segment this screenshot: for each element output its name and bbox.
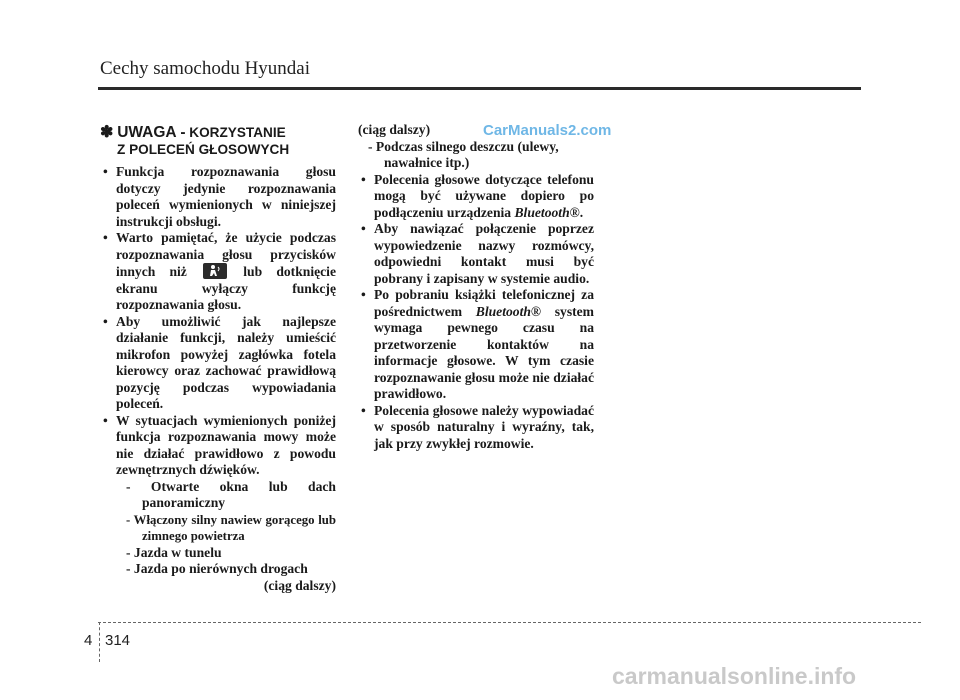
header-title: Cechy samochodu Hyundai: [100, 58, 311, 79]
bullet-text: Funkcja rozpoznawania głosu dotyczy jedynie rozpoznawania poleceń wymienionych w niniejszej instrukcji obsługi.: [116, 164, 336, 229]
watermark-carmanualsonline: carmanualsonline.info: [612, 663, 857, 689]
dash-item: - Podczas silnego deszczu (ulewy, nawałnice itp.): [368, 138, 559, 170]
bullet-icon: •: [361, 402, 366, 418]
header-rule: [98, 87, 861, 90]
section-heading: [100, 124, 336, 158]
bullet-icon: •: [103, 313, 108, 329]
list-item: [358, 403, 594, 453]
page-number: 314: [105, 632, 131, 649]
list-item: [100, 164, 336, 230]
bullet-icon: •: [361, 287, 366, 302]
bullet-icon: •: [103, 412, 108, 428]
footer-divider: [99, 622, 100, 662]
right-bullet-list: [358, 172, 594, 453]
bullet-text: Po pobraniu książki telefonicznej za pośrednictwem: [374, 287, 594, 319]
heading-korzystanie: KORZYSTANIE: [189, 125, 286, 140]
bluetooth-text: Bluetooth®: [514, 204, 580, 220]
list-item: [358, 287, 594, 403]
dash-item: - Jazda w tunelu: [126, 544, 222, 560]
left-bullet-list: [100, 164, 336, 594]
continued-label: (ciąg dalszy): [358, 122, 431, 137]
bullet-icon: •: [103, 164, 108, 179]
bullet-icon: •: [361, 221, 366, 236]
dash-item: - Otwarte okna lub dach panoramiczny: [126, 478, 336, 510]
list-item: [100, 314, 336, 413]
left-column: [100, 122, 336, 594]
bullet-text-continued: lub dotknięcie ekranu wyłączy funkcję rozpoznawania głosu.: [116, 264, 336, 312]
dash-item: - Jazda po nierównych drogach: [126, 561, 308, 576]
list-item: [358, 221, 594, 287]
list-item: [100, 413, 336, 595]
bullet-text: Aby nawiązać połączenie poprzez wypowiedzenie nazwy rozmówcy, odpowiedni kontakt musi być pobrany i zapisany w systemie audio.: [374, 221, 594, 286]
bullet-text: Polecenia głosowe należy wypowiadać w sposób naturalny i wyraźny, tak, jak przy zwykłej rozmowie.: [374, 402, 594, 451]
voice-recognition-icon: [203, 263, 227, 279]
bullet-text-end: system wymaga pewnego czasu na przetworzenie kontaktów na informacje głosowe. W tym czasie rozpoznawanie głosu może nie działać prawidłowo.: [374, 303, 594, 401]
bullet-text: Polecenia głosowe dotyczące telefonu mogą być używane dopiero po podłączeniu urządzenia: [374, 171, 594, 220]
continued-label: (ciąg dalszy): [263, 577, 336, 593]
watermark-carmanuals2: CarManuals2.com: [483, 122, 612, 139]
bullet-text: W sytuacjach wymienionych poniżej funkcja rozpoznawania mowy może nie działać prawidłowo z powodu zewnętrznych dźwięków.: [116, 412, 336, 477]
heading-uwaga: UWAGA -: [117, 124, 186, 141]
bullet-text-end: .: [579, 204, 584, 220]
bullet-icon: •: [103, 230, 108, 245]
bullet-text: Aby umożliwić jak najlepsze działanie funkcji, należy umieścić mikrofon powyżej zagłówka fotela kierowcy oraz zachować prawidłową pozycję podczas wypowiadania poleceń.: [116, 313, 336, 411]
bullet-icon: •: [361, 171, 366, 187]
chapter-number: 4: [84, 632, 93, 649]
bullet-text: Warto pamiętać, że użycie podczas rozpoznawania głosu przycisków innych niż: [116, 230, 336, 279]
list-item: [100, 230, 336, 314]
bluetooth-text: Bluetooth®: [475, 303, 542, 319]
footer-rule: [98, 622, 921, 623]
heading-subtitle: Z POLECEŃ GŁOSOWYCH: [117, 142, 290, 157]
list-item: [358, 172, 594, 222]
dash-item: - Włączony silny nawiew gorącego lub zimnego powietrza: [126, 512, 336, 543]
star-icon: ✽: [100, 124, 114, 141]
right-column: [358, 122, 594, 452]
